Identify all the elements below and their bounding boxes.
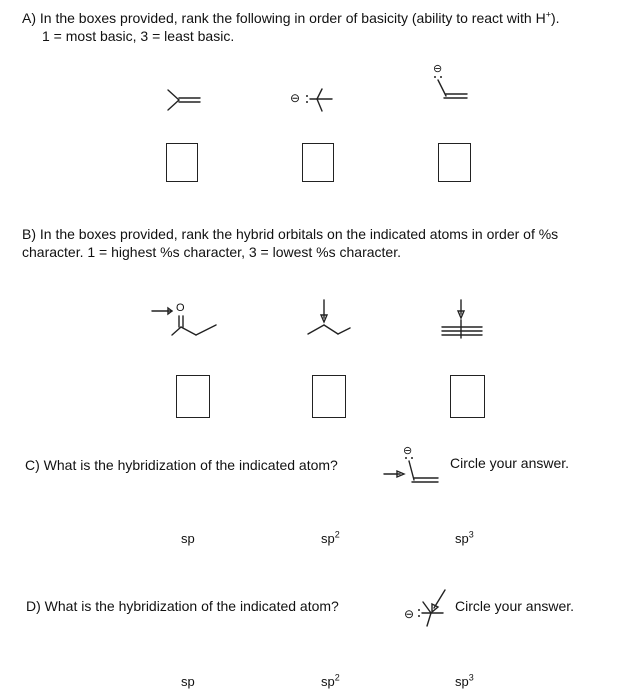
part-b-prompt-line1: B) In the boxes provided, rank the hybrid orbitals on the indicated atoms in order of %s	[22, 226, 559, 242]
part-a-prompt-line2: 1 = most basic, 3 = least basic.	[42, 28, 235, 44]
part-c-option-sp2[interactable]	[321, 530, 340, 547]
option-base: sp	[455, 674, 469, 689]
alkyne-structure	[440, 298, 490, 342]
option-superscript: 3	[468, 529, 474, 540]
option-superscript: 3	[468, 672, 474, 683]
rank-box-a1[interactable]	[166, 143, 198, 182]
tert-butyl-anion-structure	[304, 86, 334, 116]
part-d-option-sp[interactable]: sp	[181, 674, 195, 689]
rank-box-a2[interactable]	[302, 143, 334, 182]
rank-box-b2[interactable]	[312, 375, 346, 418]
part-a-superscript-plus: +	[545, 9, 551, 20]
vinyl-anion-indicated-structure	[380, 452, 442, 492]
vinyl-anion-structure	[432, 74, 472, 104]
part-a-prompt-line1	[22, 10, 560, 27]
rank-box-a3[interactable]	[438, 143, 471, 182]
negative-charge-icon: ⊖	[403, 445, 413, 457]
part-c-option-sp[interactable]: sp	[181, 531, 195, 546]
part-a-prompt-text: A) In the boxes provided, rank the following in order of basicity (ability to react with H	[22, 10, 546, 26]
rank-box-b1[interactable]	[176, 375, 210, 418]
part-d-instruction: Circle your answer.	[455, 598, 575, 614]
part-c-instruction: Circle your answer.	[450, 455, 570, 471]
negative-charge-icon: ⊖	[290, 91, 301, 105]
part-b-prompt-line2: character. 1 = highest %s character, 3 = lowest %s character.	[22, 244, 401, 260]
negative-charge-icon: ⊖	[433, 63, 443, 75]
part-c-question: C) What is the hybridization of the indicated atom?	[25, 457, 338, 473]
part-d-option-sp3[interactable]	[455, 673, 474, 690]
option-base: sp	[455, 531, 469, 546]
option-base: sp	[321, 674, 335, 689]
oxygen-atom-label: O	[176, 302, 185, 314]
option-base: sp	[321, 531, 335, 546]
negative-charge-icon: ⊖	[404, 607, 415, 621]
part-d-option-sp2[interactable]	[321, 673, 340, 690]
option-superscript: 2	[334, 529, 340, 540]
part-c-option-sp3[interactable]	[455, 530, 474, 547]
option-superscript: 2	[334, 672, 340, 683]
isobutylene-structure	[165, 88, 205, 112]
butanone-structure	[150, 305, 222, 341]
rank-box-b3[interactable]	[450, 375, 485, 418]
part-d-question: D) What is the hybridization of the indicated atom?	[26, 598, 339, 614]
isobutane-structure	[304, 298, 352, 342]
tert-butyl-anion-indicated-structure	[417, 588, 449, 630]
part-a-prompt-end: ).	[550, 10, 560, 26]
